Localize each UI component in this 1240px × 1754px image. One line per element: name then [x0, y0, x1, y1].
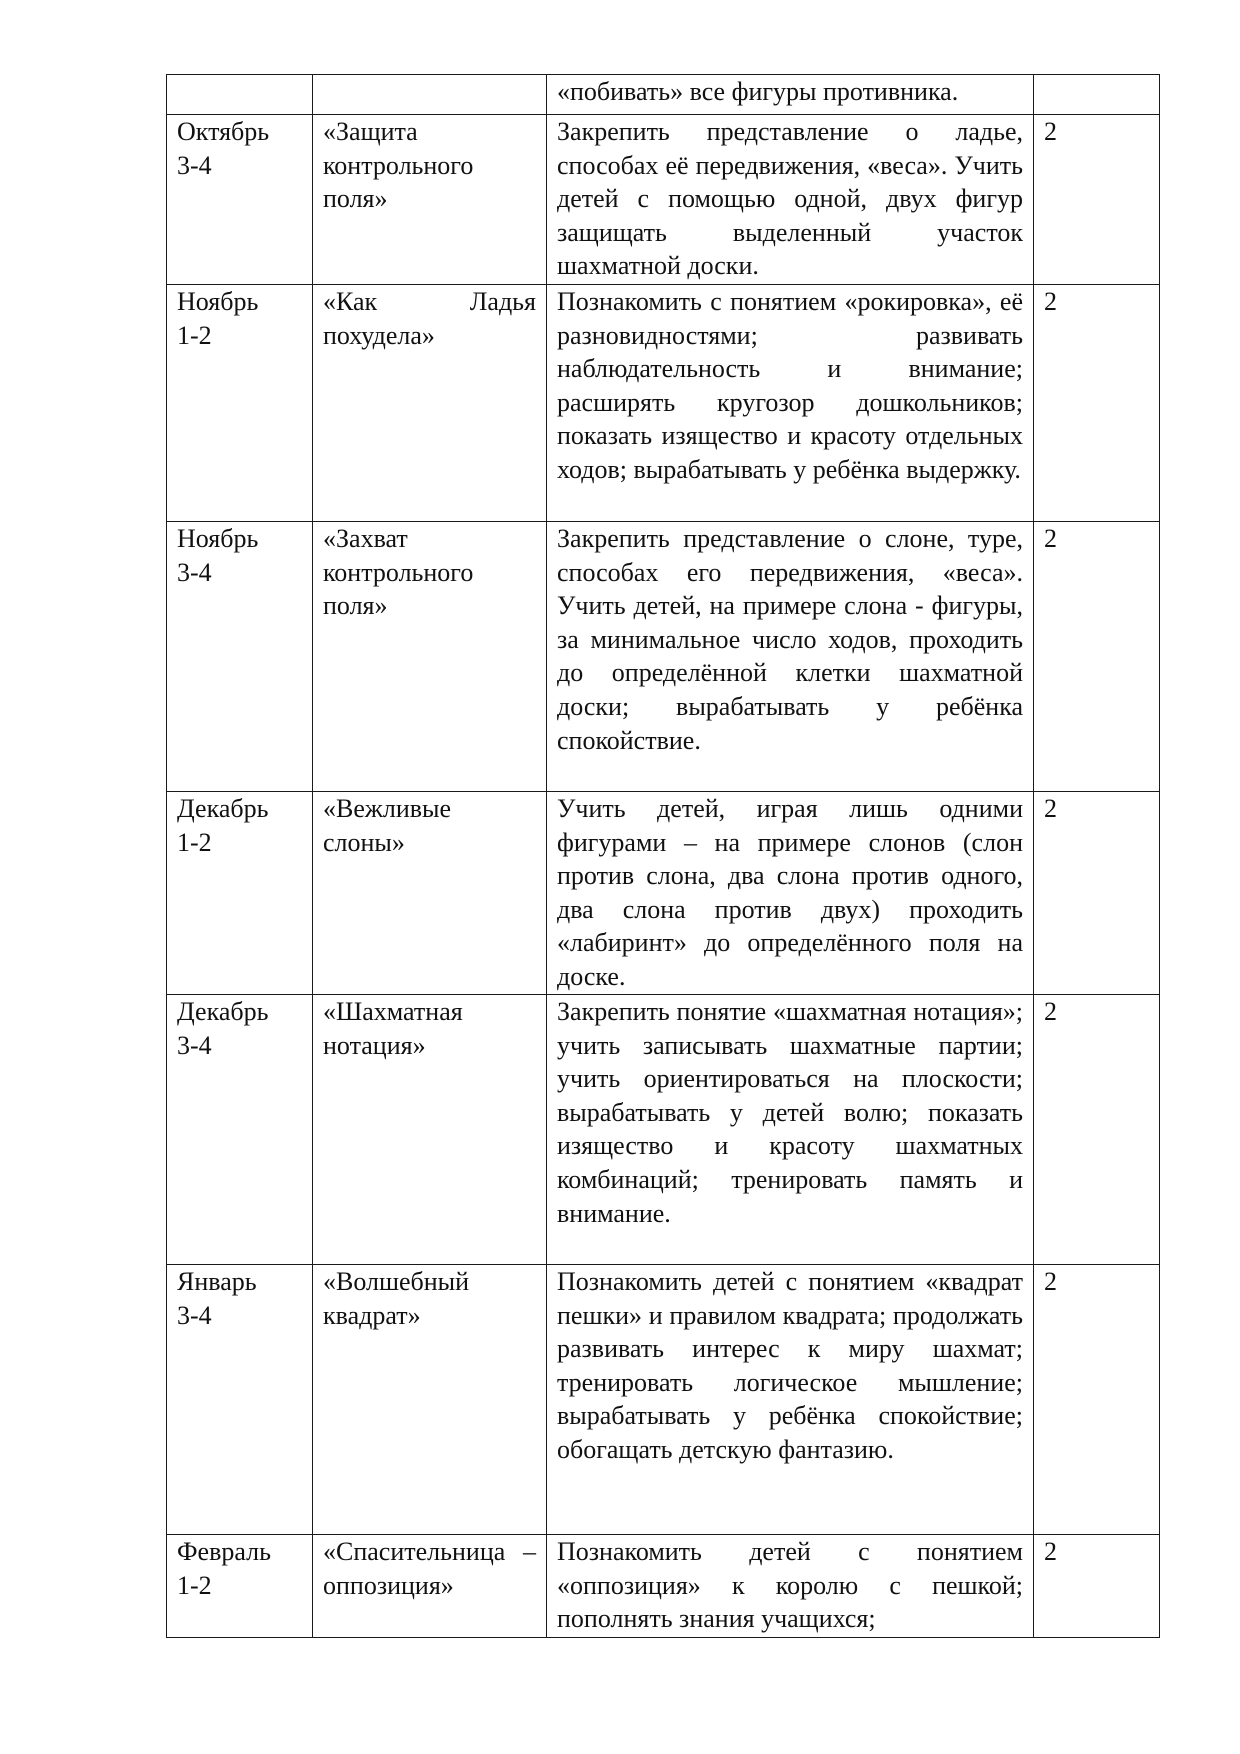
month-text: Декабрь: [177, 794, 269, 823]
month-text: Октябрь: [177, 117, 270, 146]
goal-cell: Закрепить представление о слоне, туре, способах его передвижения, «веса». Учить детей, на примере слона - фигуры, за минимальное число ходов, проходить до определённой клетки шахматной доски; вырабатывать у ребёнка спокойствие.: [547, 522, 1034, 792]
hours-cell: [1034, 75, 1160, 115]
week-text: 1-2: [177, 1570, 212, 1600]
table-row: [167, 1265, 1160, 1535]
topic-cell: [313, 75, 547, 115]
goal-cell: Закрепить понятие «шахматная нотация»; учить записывать шахматные партии; учить ориентироваться на плоскости; вырабатывать у детей волю; показать изящество и красоту шахматных комбинаций; тренировать память и внимание.: [547, 995, 1034, 1265]
hours-cell: 2: [1034, 285, 1160, 522]
hours-cell: 2: [1034, 995, 1160, 1265]
hours-cell: 2: [1034, 115, 1160, 285]
topic-cell: «Волшебный квадрат»: [313, 1265, 547, 1535]
table-row: [167, 285, 1160, 522]
goal-cell: Познакомить детей с понятием «квадрат пешки» и правилом квадрата; продолжать развивать интерес к миру шахмат; тренировать логическое мышление; вырабатывать у ребёнка спокойствие; обогащать детскую фантазию.: [547, 1265, 1034, 1535]
month-text: Ноябрь: [177, 287, 259, 316]
table-row: [167, 115, 1160, 285]
table-row: [167, 792, 1160, 995]
date-cell: [167, 285, 313, 522]
goal-cell: Закрепить представление о ладье, способах её передвижения, «веса». Учить детей с помощью одной, двух фигур защищать выделенный участок шахматной доски.: [547, 115, 1034, 285]
table-row: [167, 1535, 1160, 1638]
goal-cell: Учить детей, играя лишь одними фигурами – на примере слонов (слон против слона, два слона против одного, два слона против двух) проходить «лабиринт» до определённого поля на доске.: [547, 792, 1034, 995]
date-cell: [167, 792, 313, 995]
week-text: 3-4: [177, 1030, 212, 1060]
week-text: 1-2: [177, 827, 212, 857]
table-row: [167, 75, 1160, 115]
table-row: [167, 995, 1160, 1265]
table-row: [167, 522, 1160, 792]
date-cell: [167, 75, 313, 115]
topic-cell: «Защита контрольного поля»: [313, 115, 547, 285]
date-cell: [167, 1535, 313, 1638]
month-text: Декабрь: [177, 997, 269, 1026]
week-text: 1-2: [177, 320, 212, 350]
date-cell: [167, 115, 313, 285]
topic-cell: «Шахматная нотация»: [313, 995, 547, 1265]
topic-cell: «Вежливые слоны»: [313, 792, 547, 995]
date-cell: [167, 1265, 313, 1535]
month-text: Январь: [177, 1267, 257, 1296]
date-cell: [167, 522, 313, 792]
date-cell: [167, 995, 313, 1265]
lesson-plan-table: [166, 74, 1160, 1638]
hours-cell: 2: [1034, 1535, 1160, 1638]
week-text: 3-4: [177, 1300, 212, 1330]
goal-cell: «побивать» все фигуры противника.: [547, 75, 1034, 115]
hours-cell: 2: [1034, 1265, 1160, 1535]
week-text: 3-4: [177, 150, 212, 180]
topic-cell: «Спасительница – оппозиция»: [313, 1535, 547, 1638]
goal-cell: Познакомить детей с понятием «оппозиция» к королю с пешкой; пополнять знания учащихся;: [547, 1535, 1034, 1638]
week-text: 3-4: [177, 557, 212, 587]
goal-cell: Познакомить с понятием «рокировка», её разновидностями; развивать наблюдательность и внимание; расширять кругозор дошкольников; показать изящество и красоту отдельных ходов; вырабатывать у ребёнка выдержку.: [547, 285, 1034, 522]
month-text: Ноябрь: [177, 524, 259, 553]
topic-cell: «Захват контрольного поля»: [313, 522, 547, 792]
hours-cell: 2: [1034, 522, 1160, 792]
month-text: Февраль: [177, 1537, 271, 1566]
hours-cell: 2: [1034, 792, 1160, 995]
topic-cell: «Как Ладья похудела»: [313, 285, 547, 522]
